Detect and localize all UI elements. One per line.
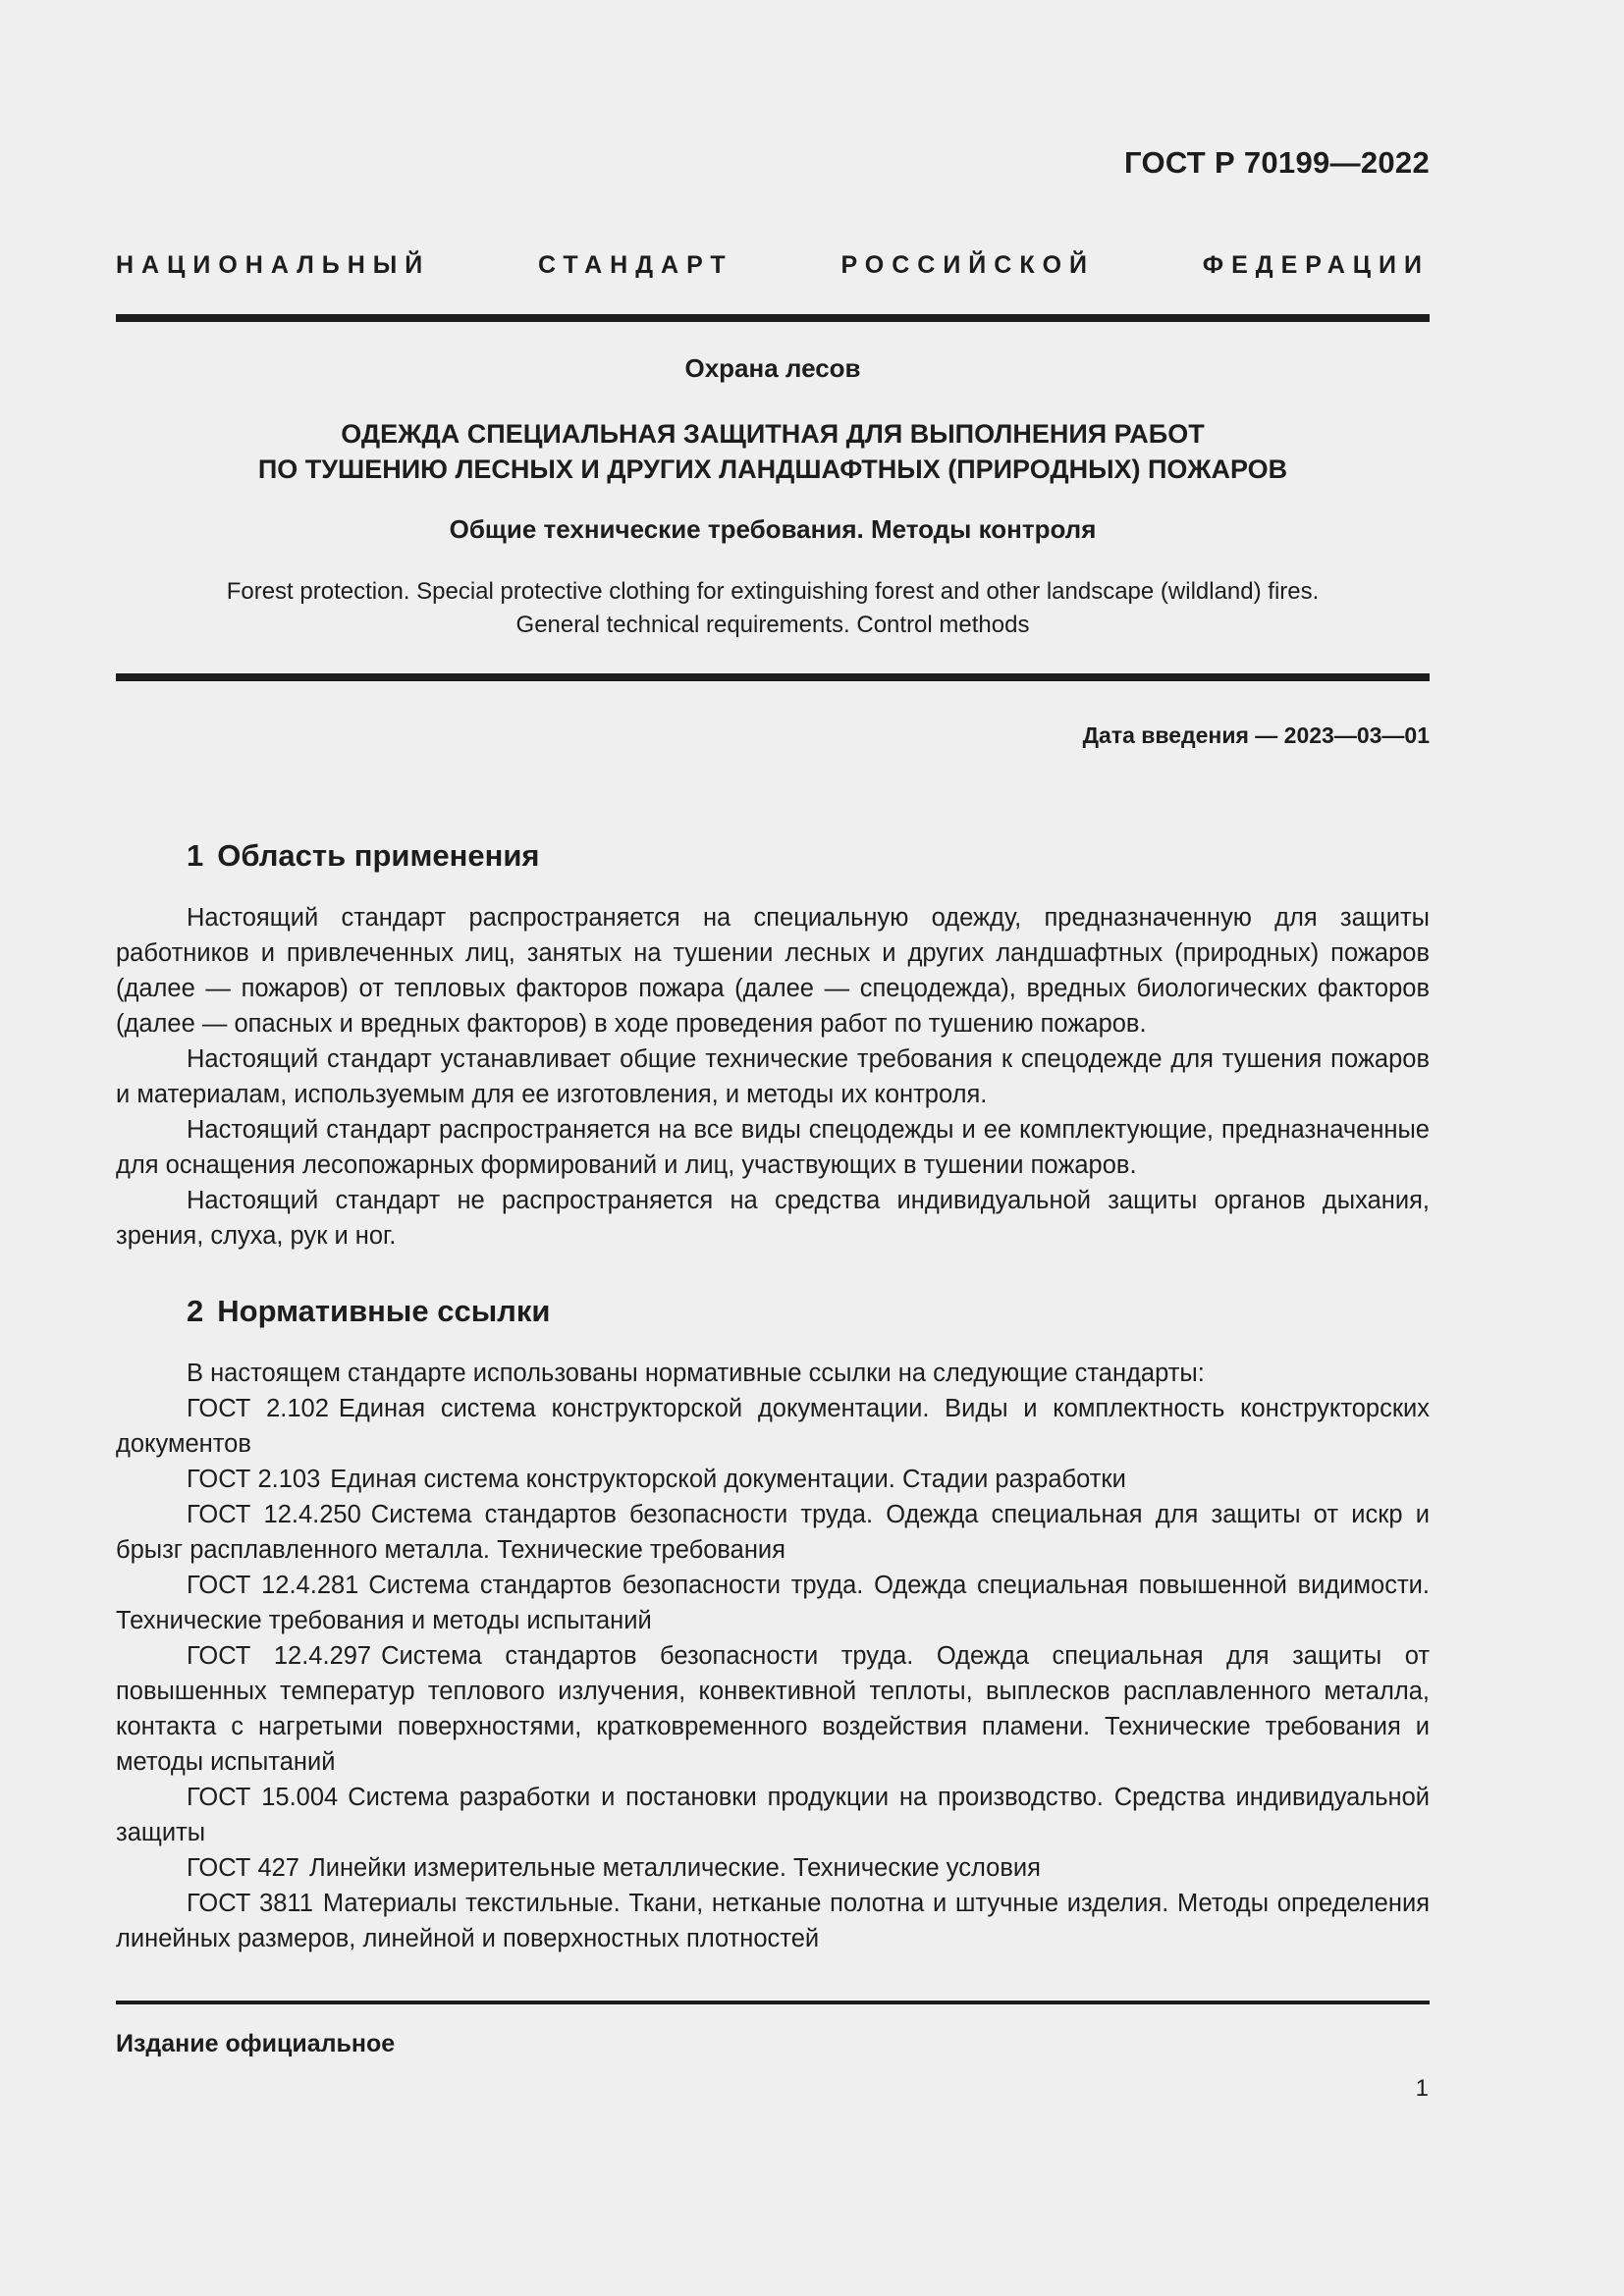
section-2-body [116,1356,1430,1956]
english-title-line-2: General technical requirements. Control methods [515,612,1030,638]
main-title-line-1: ОДЕЖДА СПЕЦИАЛЬНАЯ ЗАЩИТНАЯ ДЛЯ ВЫПОЛНЕНИЯ РАБОТ [341,419,1205,449]
reference-code: ГОСТ 2.102 [187,1395,329,1422]
main-title-line-2: ПО ТУШЕНИЮ ЛЕСНЫХ И ДРУГИХ ЛАНДШАФТНЫХ (ПРИРОДНЫХ) ПОЖАРОВ [257,454,1288,484]
section-1-heading [187,838,540,874]
reference-item [116,1497,1430,1568]
reference-item [116,1780,1430,1850]
section-2-heading [187,1294,550,1329]
page-number: 1 [1415,2075,1429,2102]
reference-text: Линейки измерительные металлические. Технические условия [309,1854,1041,1882]
section-1-title: Область применения [217,838,540,873]
reference-code: ГОСТ 3811 [187,1890,313,1917]
reference-text: Единая система конструкторской документации. Виды и комплектность конструкторских документов [116,1395,1430,1458]
main-title [116,416,1430,487]
reference-code: ГОСТ 15.004 [187,1784,339,1811]
reference-code: ГОСТ 12.4.250 [187,1501,361,1528]
references-intro: В настоящем стандарте использованы нормативные ссылки на следующие стандарты: [187,1360,1205,1387]
paragraph: Настоящий стандарт устанавливает общие технические требования к спецодежде для тушения пожаров и материалам, используемым для ее изготовления, и методы их контроля. [116,1045,1430,1108]
reference-text: Система стандартов безопасности труда. Одежда специальная для защиты от искр и брызг расплавленного металла. Технические требования [116,1501,1431,1564]
standard-number: ГОСТ Р 70199—2022 [1124,145,1430,180]
reference-code: ГОСТ 12.4.297 [187,1642,372,1670]
introduction-date: Дата введения — 2023—03—01 [1082,722,1430,748]
paragraph: Настоящий стандарт не распространяется на средства индивидуальной защиты органов дыхания, зрения, слуха, рук и ног. [116,1187,1430,1250]
english-title-line-1: Forest protection. Special protective clothing for extinguishing forest and other landscape (wildland) fires. [226,578,1320,605]
title-bottom-divider [116,673,1430,681]
top-divider [116,314,1430,322]
category-title: Охрана лесов [684,353,861,383]
reference-text: Единая система конструкторской документации. Стадии разработки [330,1466,1126,1493]
paragraph: Настоящий стандарт распространяется на специальную одежду, предназначенную для защиты работников и привлеченных лиц, занятых на тушении лесных и других ландшафтных (природных) пожаров (далее — пожаров) от тепловых факторов пожара (далее — спецодежда), вредных биологических факторов (далее — опасных и вредных факторов) в ходе проведения работ по тушению пожаров. [116,904,1430,1038]
official-edition-label: Издание официальное [116,2030,396,2057]
reference-code: ГОСТ 12.4.281 [187,1572,359,1599]
reference-item [116,1462,1430,1497]
reference-code: ГОСТ 427 [187,1854,299,1882]
section-1-body [116,900,1430,1254]
section-2-number: 2 [187,1294,204,1328]
footer-divider [116,2001,1430,2004]
section-1-number: 1 [187,838,204,873]
national-standard-banner: НАЦИОНАЛЬНЫЙ СТАНДАРТ РОССИЙСКОЙ ФЕДЕРАЦИИ [116,251,1430,279]
subtitle: Общие технические требования. Методы контроля [449,514,1097,544]
section-2-title: Нормативные ссылки [217,1294,551,1328]
reference-item [116,1886,1430,1956]
paragraph: Настоящий стандарт распространяется на все виды спецодежды и ее комплектующие, предназначенные для оснащения лесопожарных формирований и лиц, участвующих в тушении пожаров. [116,1116,1430,1179]
reference-text: Система разработки и постановки продукции на производство. Средства индивидуальной защиты [116,1784,1430,1846]
reference-text: Материалы текстильные. Ткани, нетканые полотна и штучные изделия. Методы определения линейных размеров, линейной и поверхностных плотностей [116,1890,1430,1952]
reference-item [116,1638,1430,1780]
english-title [116,575,1430,642]
reference-text: Система стандартов безопасности труда. Одежда специальная повышенной видимости. Технические требования и методы испытаний [116,1572,1430,1634]
reference-item [116,1391,1430,1462]
reference-code: ГОСТ 2.103 [187,1466,321,1493]
reference-text: Система стандартов безопасности труда. Одежда специальная для защиты от повышенных температур теплового излучения, конвективной теплоты, выплесков расплавленного металла, контакта с нагретыми поверхностями, кратковременного воздействия пламени. Технические требования и методы испытаний [116,1642,1430,1776]
reference-item [116,1568,1430,1638]
reference-item [116,1850,1430,1886]
